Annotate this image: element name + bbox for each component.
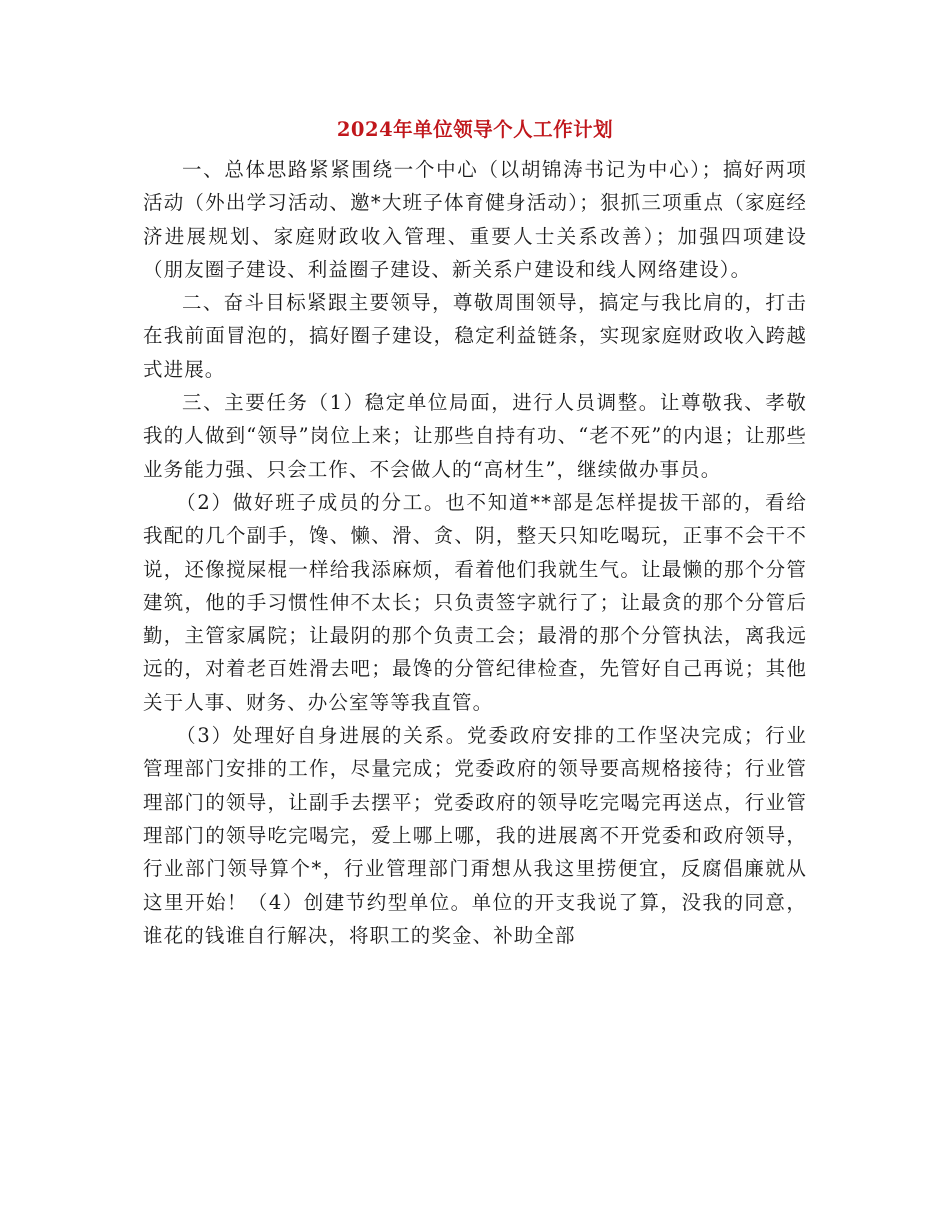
paragraph-overall-approach: 一、总体思路紧紧围绕一个中心（以胡锦涛书记为中心）；搞好两项活动（外出学习活动、邀*大班子体育健身活动）；狠抓三项重点（家庭经济进展规划、家庭财政收入管理、重要人士关系改善）；加强四项建设（朋友圈子建设、利益圈子建设、新关系户建设和线人网络建设）。 — [143, 158, 807, 281]
paragraph-goals: 二、奋斗目标紧跟主要领导，尊敬周围领导，搞定与我比肩的，打击在我前面冒泡的，搞好圈子建设，稳定利益链条，实现家庭财政收入跨越式进展。 — [143, 291, 807, 381]
paragraph-task-2: （2）做好班子成员的分工。也不知道**部是怎样提拔干部的，看给我配的几个副手，馋、懒、滑、贪、阴，整天只知吃喝玩，正事不会干不说，还像搅屎棍一样给我添麻烦，看着他们我就生气。让最懒的那个分管建筑，他的手习惯性伸不太长；只负责签字就行了；让最贪的那个分管后勤，主管家属院；让最阴的那个负责工会；最滑的那个分管执法，离我远远的，对着老百姓滑去吧；最馋的分管纪律检查，先管好自己再说；其他关于人事、财务、办公室等等我直管。 — [143, 490, 807, 714]
paragraph-task-3: （3）处理好自身进展的关系。党委政府安排的工作坚决完成；行业管理部门安排的工作，尽量完成；党委政府的领导要高规格接待；行业管理部门的领导，让副手去摆平；党委政府的领导吃完喝完再送点，行业管理部门的领导吃完喝完，爱上哪上哪，我的进展离不开党委和政府领导，行业部门领导算个*，行业管理部门甭想从我这里捞便宜，反腐倡廉就从这里开始！（4）创建节约型单位。单位的开支我说了算，没我的同意，谁花的钱谁自行解决，将职工的奖金、补助全部 — [143, 724, 807, 947]
paragraph-main-tasks: 三、主要任务（1）稳定单位局面，进行人员调整。让尊敬我、孝敬我的人做到“领导”岗位上来；让那些自持有功、“老不死”的内退；让那些业务能力强、只会工作、不会做人的“高材生”，继续做办事员。 — [143, 391, 807, 481]
document-title: 2024年单位领导个人工作计划 — [336, 118, 614, 141]
document-page — [143, 110, 807, 952]
